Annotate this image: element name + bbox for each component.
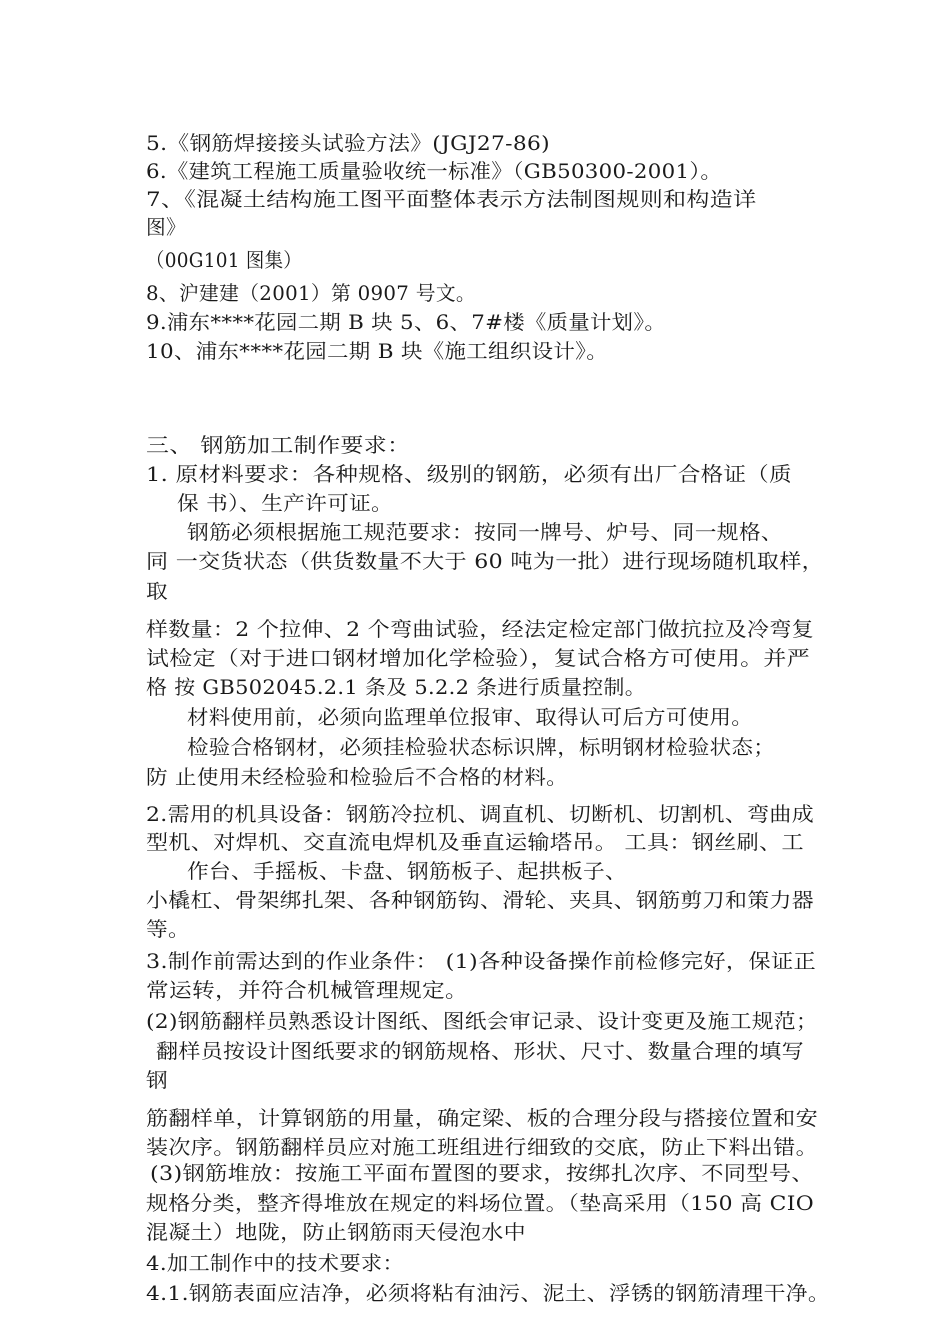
document-line: 1. 原材料要求：各种规格、级别的钢筋，必须有出厂合格证（质 <box>146 462 792 486</box>
document-line: 取 <box>146 579 169 603</box>
document-line: 常运转，并符合机械管理规定。 <box>146 978 469 1002</box>
document-line: 同 一交货状态（供货数量不大于 60 吨为一批）进行现场随机取样， <box>146 549 825 573</box>
document-line: 钢筋必须根据施工规范要求：按同一牌号、炉号、同一规格、 <box>187 520 784 544</box>
document-line: 规格分类，整齐得堆放在规定的料场位置。（垫高采用（150 高 CIO <box>146 1191 814 1215</box>
document-line: 4.加工制作中的技术要求： <box>146 1251 405 1275</box>
document-line: 检验合格钢材，必须挂检验状态标识牌，标明钢材检验状态； <box>187 735 776 759</box>
document-line: 小橇杠、骨架绑扎架、各种钢筋钩、滑轮、夹具、钢筋剪刀和策力器 <box>146 888 815 912</box>
document-line: 保 书）、生产许可证。 <box>177 491 394 515</box>
document-line: 10、浦东****花园二期 B 块《施工组织设计》。 <box>146 339 608 363</box>
document-line: 试检定（对于进口钢材增加化学检验），复试合格方可使用。并严 <box>146 646 811 670</box>
document-line: 等。 <box>146 917 191 941</box>
document-line: 防 止使用未经检验和检验后不合格的材料。 <box>146 765 568 789</box>
document-line: 样数量：2 个拉伸、2 个弯曲试验，经法定检定部门做抗拉及冷弯复 <box>146 617 814 641</box>
document-line: 作台、手摇板、卡盘、钢筋板子、起拱板子、 <box>187 859 627 883</box>
document-line: (2)钢筋翻样员熟悉设计图纸、图纸会审记录、设计变更及施工规范； <box>146 1009 819 1033</box>
document-line: 7、《混凝土结构施工图平面整体表示方法制图规则和构造详 <box>146 187 757 211</box>
document-line: 三、 钢筋加工制作要求： <box>146 433 411 457</box>
document-line: （00G101 图集） <box>146 248 302 272</box>
document-line: 8、沪建建（2001）第 0907 号文。 <box>146 281 477 305</box>
document-line: 2.需用的机具设备：钢筋冷拉机、调直机、切断机、切割机、弯曲成 <box>146 802 815 826</box>
document-line: 4.1.钢筋表面应洁净，必须将粘有油污、泥土、浮锈的钢筋清理干净。 <box>146 1281 830 1305</box>
document-line: 型机、对焊机、交直流电焊机及垂直运输塔吊。 工具：钢丝刷、工 <box>146 830 804 854</box>
document-line: 混凝土）地陇，防止钢筋雨天侵泡水中 <box>146 1220 526 1244</box>
document-line: 3.制作前需达到的作业条件： (1)各种设备操作前检修完好，保证正 <box>146 949 817 973</box>
document-line: 钢 <box>146 1068 169 1092</box>
document-line: 图》 <box>146 215 187 239</box>
document-line: 9.浦东****花园二期 B 块 5、6、7#楼《质量计划》。 <box>146 310 667 334</box>
document-line: 材料使用前，必须向监理单位报审、取得认可后方可使用。 <box>187 705 754 729</box>
document-line: 格 按 GB502045.2.1 条及 5.2.2 条进行质量控制。 <box>146 675 647 699</box>
document-line: 装次序。钢筋翻样员应对施工班组进行细致的交底，防止下料出错。 <box>146 1135 818 1159</box>
document-line: 6.《建筑工程施工质量验收统一标准》（GB50300-2001）。 <box>146 159 722 183</box>
document-line: 5.《钢筋焊接接头试验方法》(JGJ27-86) <box>146 131 550 155</box>
document-line: 翻样员按设计图纸要求的钢筋规格、形状、尺寸、数量合理的填写 <box>156 1039 804 1063</box>
document-line: (3)钢筋堆放：按施工平面布置图的要求，按绑扎次序、不同型号、 <box>150 1161 814 1185</box>
document-line: 筋翻样单，计算钢筋的用量，确定梁、板的合理分段与搭接位置和安 <box>146 1106 818 1130</box>
